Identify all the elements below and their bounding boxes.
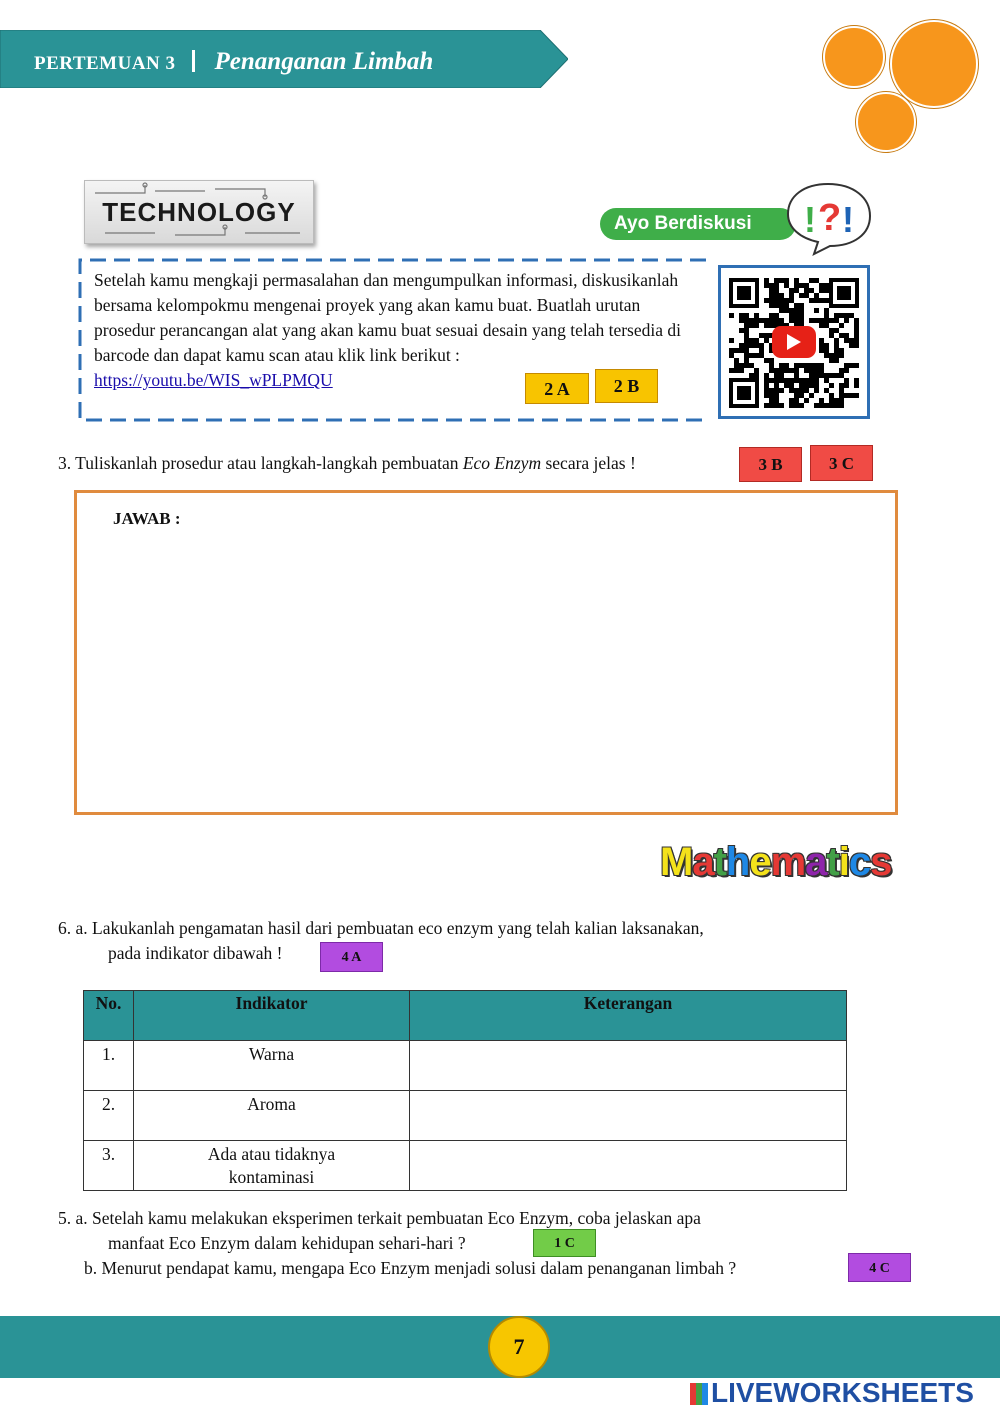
- svg-text:!: !: [842, 199, 854, 240]
- header-text: [34, 30, 433, 88]
- liveworksheets-watermark: [690, 1376, 974, 1410]
- question-5b: b. Menurut pendapat kamu, mengapa Eco Enzym menjadi solusi dalam penanganan limbah ?: [84, 1258, 737, 1278]
- decor-circle-big: [890, 20, 978, 108]
- video-link[interactable]: https://youtu.be/WIS_wPLPMQU: [94, 370, 333, 390]
- svg-text:?: ?: [818, 197, 842, 239]
- tag-4a: 4 A: [320, 942, 383, 972]
- technology-logo: [84, 180, 314, 244]
- answer-label: JAWAB :: [113, 509, 181, 528]
- page-title: Penanganan Limbah: [214, 48, 434, 75]
- row-no: 2.: [84, 1091, 134, 1141]
- indicator-table: [83, 990, 847, 1191]
- row-keterangan-input[interactable]: [410, 1141, 847, 1191]
- decor-circle-left: [823, 26, 885, 88]
- row-keterangan-input[interactable]: [410, 1041, 847, 1091]
- tag-2b: 2 B: [595, 369, 658, 403]
- question-5: [58, 1206, 736, 1281]
- answer-box[interactable]: [74, 490, 898, 815]
- mathematics-logo: Mathematics: [660, 840, 892, 884]
- liveworksheets-logo-icon: [690, 1383, 708, 1405]
- table-row: [84, 1091, 847, 1141]
- row-no: 1.: [84, 1041, 134, 1091]
- header-no: No.: [84, 991, 134, 1041]
- header-indikator: Indikator: [134, 991, 410, 1041]
- technology-logo-text: TECHNOLOGY: [102, 197, 296, 227]
- svg-text:!: !: [804, 199, 816, 240]
- table-row: [84, 1041, 847, 1091]
- question-5a-line2: manfaat Eco Enzym dalam kehidupan sehari-hari ?: [108, 1233, 466, 1253]
- tag-4c: 4 C: [848, 1253, 911, 1282]
- page-number: 7: [488, 1316, 550, 1378]
- row-no: 3.: [84, 1141, 134, 1191]
- tag-3b: 3 B: [739, 447, 802, 482]
- question-3: [58, 453, 636, 474]
- liveworksheets-text: LIVEWORKSHEETS: [711, 1377, 974, 1408]
- youtube-play-icon: [772, 326, 816, 358]
- question-6-line2: pada indikator dibawah !: [108, 943, 283, 963]
- tag-2a: 2 A: [525, 373, 589, 404]
- header-separator: [192, 50, 195, 72]
- tag-1c: 1 C: [533, 1229, 596, 1257]
- ayo-berdiskusi-label: Ayo Berdiskusi: [600, 208, 796, 240]
- meeting-label: PERTEMUAN 3: [34, 53, 176, 74]
- question-5a-line1: 5. a. Setelah kamu melakukan eksperimen terkait pembuatan Eco Enzym, coba jelaskan apa: [58, 1208, 701, 1228]
- table-row: [84, 1141, 847, 1191]
- row-indikator: Warna: [134, 1041, 410, 1091]
- header-keterangan: Keterangan: [410, 991, 847, 1041]
- row-keterangan-input[interactable]: [410, 1091, 847, 1141]
- decor-circle-small: [856, 92, 916, 152]
- qr-code-icon: [721, 268, 867, 416]
- question-3-italic: Eco Enzym: [462, 453, 542, 473]
- intro-text: Setelah kamu mengkaji permasalahan dan mengumpulkan informasi, diskusikanlah bersama kelompokmu mengenai proyek yang akan kamu buat. Buatlah urutan prosedur perancangan alat yang akan kamu buat sesuai desain yang telah tersedia di barcode dan dapat kamu scan atau klik link berikut :: [94, 270, 681, 365]
- table-header-row: [84, 991, 847, 1041]
- row-indikator: Ada atau tidaknya kontaminasi: [134, 1141, 410, 1191]
- row-indikator: Aroma: [134, 1091, 410, 1141]
- discussion-bubble-icon: [784, 180, 872, 256]
- question-3-suffix: secara jelas !: [541, 453, 636, 473]
- qr-code[interactable]: [718, 265, 870, 419]
- question-3-prefix: 3. Tuliskanlah prosedur atau langkah-langkah pembuatan: [58, 453, 463, 473]
- tag-3c: 3 C: [810, 445, 873, 481]
- question-6-line1: 6. a. Lakukanlah pengamatan hasil dari pembuatan eco enzym yang telah kalian laksanakan,: [58, 918, 704, 938]
